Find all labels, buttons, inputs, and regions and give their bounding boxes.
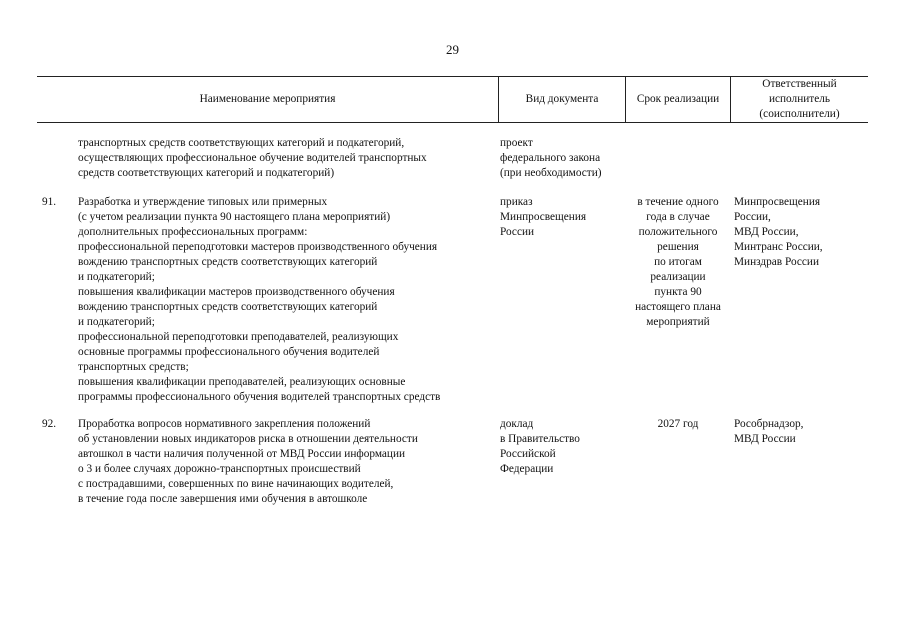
row-92-number: 92. xyxy=(42,418,57,430)
row-91-doc-type: приказ Минпросвещения России xyxy=(500,196,587,238)
row-91-number: 91. xyxy=(42,196,57,208)
header-responsible: Ответственный исполнитель (соисполнители) xyxy=(759,78,840,120)
table-header-bottom-rule xyxy=(37,122,868,123)
row-92-term: 2027 год xyxy=(657,418,699,430)
row-continued-doc-type: проект федерального закона (при необходимости) xyxy=(500,137,602,179)
row-91-responsible: Минпросвещения России, МВД России, Минтранс России, Минздрав России xyxy=(734,196,823,268)
header-term: Срок реализации xyxy=(636,93,720,105)
row-91-term: в течение одного года в случае положительного решения по итогам реализации пункта 90 настоящего плана мероприятий xyxy=(635,196,721,328)
header-name: Наименование мероприятия xyxy=(199,93,336,105)
row-92-name: Проработка вопросов нормативного закрепления положений об установлении новых индикаторов риска в отношении деятельности автошкол в части наличия полученной от МВД России информации о 3 и более случаях дорожно-транспортных происшествий с пострадавшими, совершенных по вине начинающих водителей, в течение года после завершения ими обучения в автошколе xyxy=(78,418,418,505)
row-91-name: Разработка и утверждение типовых или примерных (с учетом реализации пункта 90 настоящего плана мероприятий) дополнительных профессиональных программ: профессиональной переподготовки мастеров производственного обучения вождению транспортных средств соответствующих категорий и подкатегорий; повышения квалификации мастеров производственного обучения вождению транспортных средств соответствующих категорий и подкатегорий; профессиональной переподготовки преподавателей, реализующих основные программы профессионального обучения водителей транспортных средств; повышения квалификации преподавателей, реализующих основные программы профессионального обучения водителей транспортных средств xyxy=(78,196,441,403)
header-doc-type: Вид документа xyxy=(525,93,599,105)
row-continued-name: транспортных средств соответствующих категорий и подкатегорий, осуществляющих профессиональное обучение водителей транспортных средств соответствующих категорий и подкатегорий) xyxy=(78,137,427,179)
page-number: 29 xyxy=(446,42,459,57)
row-92-doc-type: доклад в Правительство Российской Федерации xyxy=(500,418,580,475)
row-92-responsible: Рособрнадзор, МВД России xyxy=(734,418,804,445)
